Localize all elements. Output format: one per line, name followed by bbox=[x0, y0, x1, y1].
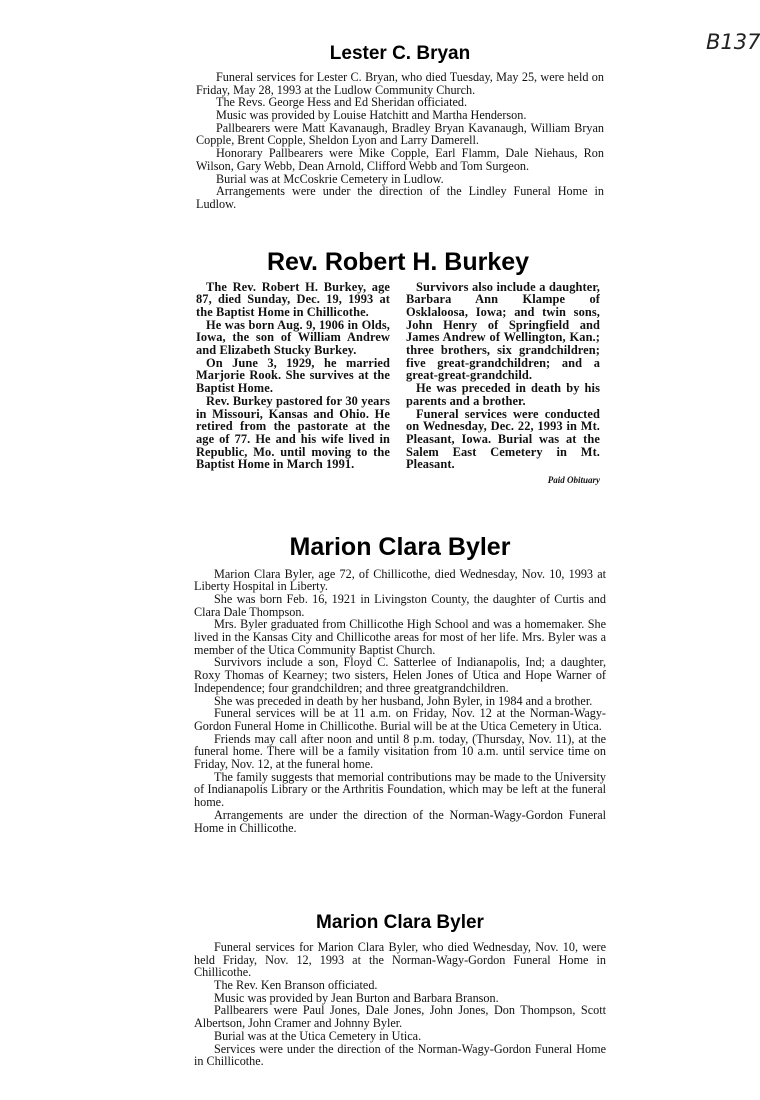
paragraph: Music was provided by Louise Hatchitt and Martha Henderson. bbox=[216, 108, 527, 122]
paragraph: Marion Clara Byler, age 72, of Chillicothe, died Wednesday, Nov. 10, 1993 at Liberty Hospital in Liberty. bbox=[194, 566, 606, 594]
paragraph: Mrs. Byler graduated from Chillicothe High School and was a homemaker. She lived in the Kansas City and Chillicothe areas for most of her life. Mrs. Byler was a member of the Utica Community Baptist Church. bbox=[194, 617, 606, 657]
obituary-title: Lester C. Bryan bbox=[329, 43, 471, 64]
paragraph: He was born Aug. 9, 1906 in Olds, Iowa, the son of William Andrew and Elizabeth Stucky Burkey. bbox=[196, 317, 390, 358]
paragraph: The Rev. Robert H. Burkey, age 87, died Sunday, Dec. 19, 1993 at the Baptist Home in Chillicothe. bbox=[196, 279, 390, 319]
paragraph: Funeral services will be at 11 a.m. on Friday, Nov. 12 at the Norman-Wagy-Gordon Funeral Home in Chillicothe. Burial will be at the Utica Cemetery in Utica. bbox=[194, 706, 606, 733]
obituary-columns bbox=[196, 281, 600, 486]
page-number: B137 bbox=[706, 30, 760, 54]
obituary-marion-byler bbox=[194, 534, 606, 834]
paragraph: Burial was at the Utica Cemetery in Utica. bbox=[214, 1028, 422, 1043]
paragraph: Honorary Pallbearers were Mike Copple, Earl Flamm, Dale Niehaus, Ron Wilson, Gary Webb, Dean Arnold, Clifford Webb and Tom Surgeon. bbox=[196, 146, 604, 173]
right-column bbox=[406, 281, 600, 486]
paragraph: Survivors include a son, Floyd C. Satterlee of Indianapolis, Ind; a daughter, Roxy Thomas of Kearney; two sisters, Helen Jones of Utica and Hope Warner of Independence; four grandchildren; and three greatgrandchildren. bbox=[194, 655, 606, 695]
paragraph: Pallbearers were Matt Kavanaugh, Bradley Bryan Kavanaugh, William Bryan Copple, Brent Copple, Sheldon Lyon and Larry Damerell. bbox=[196, 120, 604, 148]
obituary-body bbox=[194, 568, 606, 835]
obituary-body bbox=[194, 941, 606, 1068]
paragraph: Pallbearers were Paul Jones, Dale Jones, John Jones, Don Thompson, Scott Albertson, John Cramer and Johnny Byler. bbox=[194, 1003, 606, 1031]
obituary-body bbox=[196, 71, 604, 211]
paragraph: Arrangements were under the direction of the Lindley Funeral Home in Ludlow. bbox=[196, 184, 604, 211]
paragraph: The Revs. George Hess and Ed Sheridan officiated. bbox=[216, 95, 468, 110]
paragraph: On June 3, 1929, he married Marjorie Rook. She survives at the Baptist Home. bbox=[196, 355, 390, 396]
paragraph: The Rev. Ken Branson officiated. bbox=[214, 978, 378, 992]
paragraph: Friends may call after noon and until 8 p.m. today, (Thursday, Nov. 11), at the funeral home. There will be a family visitation from 10 a.m. until service time on Friday, Nov. 12, at the funeral home. bbox=[194, 731, 606, 772]
paragraph: Survivors also include a daughter, Barbara Ann Klampe of Osklaloosa, Iowa; and twin sons, John Henry of Springfield and James Andrew of Wellington, Kan.; three brothers, six grandchildren; five great-grandchildren; and a great-great-grandchild. bbox=[406, 279, 600, 383]
paid-obituary-label: Paid Obituary bbox=[547, 475, 600, 486]
paragraph: She was born Feb. 16, 1921 in Livingston County, the daughter of Curtis and Clara Dale Thompson. bbox=[194, 591, 606, 619]
paragraph: The family suggests that memorial contributions may be made to the University of Indianapolis Library or the Arthritis Foundation, which may be left at the funeral home. bbox=[194, 769, 606, 810]
obituary-title: Marion Clara Byler bbox=[316, 912, 484, 933]
paragraph: Services were under the direction of the Norman-Wagy-Gordon Funeral Home in Chillicothe. bbox=[194, 1041, 606, 1069]
obituary-lester-bryan bbox=[196, 44, 604, 211]
paragraph: Funeral services for Lester C. Bryan, who died Tuesday, May 25, were held on Friday, May 28, 1993 at the Ludlow Community Church. bbox=[196, 69, 604, 97]
paragraph: Burial was at McCoskrie Cemetery in Ludlow. bbox=[216, 171, 444, 186]
paragraph: Rev. Burkey pastored for 30 years in Missouri, Kansas and Ohio. He retired from the pastorate at the age of 77. He and his wife lived in Republic, Mo. until moving to the Baptist Home in March 1991. bbox=[196, 393, 390, 472]
paragraph: She was preceded in death by her husband, John Byler, in 1984 and a brother. bbox=[214, 693, 593, 708]
left-column bbox=[196, 281, 390, 486]
paragraph: Funeral services for Marion Clara Byler, who died Wednesday, Nov. 10, were held Friday, Nov. 12, 1993 at the Norman-Wagy-Gordon Funeral Home in Chillicothe. bbox=[194, 939, 606, 980]
obituary-title: Marion Clara Byler bbox=[289, 533, 511, 561]
services-marion-byler bbox=[194, 913, 606, 1068]
paragraph: He was preceded in death by his parents and a brother. bbox=[406, 381, 600, 408]
paragraph: Arrangements are under the direction of the Norman-Wagy-Gordon Funeral Home in Chillicothe. bbox=[194, 807, 606, 835]
paragraph: Funeral services were conducted on Wednesday, Dec. 22, 1993 in Mt. Pleasant, Iowa. Burial was at the Salem East Cemetery in Mt. Pleasant. bbox=[406, 406, 600, 472]
paragraph: Music was provided by Jean Burton and Barbara Branson. bbox=[214, 990, 499, 1005]
obituary-robert-burkey bbox=[196, 249, 600, 485]
obituary-title: Rev. Robert H. Burkey bbox=[266, 248, 530, 276]
